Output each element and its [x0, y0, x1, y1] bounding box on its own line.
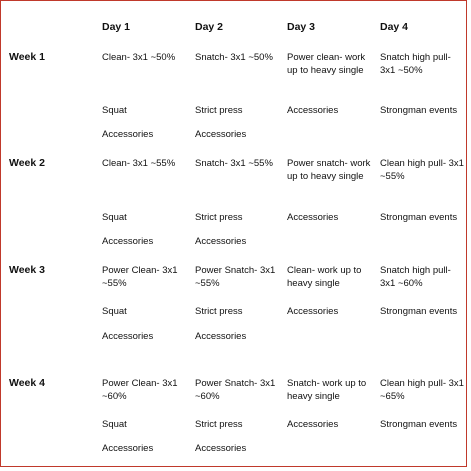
week-4-day-4-main: Clean high pull- 3x1 ~65% [380, 378, 464, 402]
week-3-day-1-main: Power Clean- 3x1 ~55% [102, 265, 178, 289]
week-2-day-4-second: Strongman events [380, 212, 458, 223]
week-3-day-3-second: Accessories [287, 306, 339, 317]
week-3-day-2-third: Accessories [195, 331, 247, 342]
week-3-day-4-second: Strongman events [380, 306, 458, 317]
week-3-day-2-main: Power Snatch- 3x1 ~55% [195, 265, 276, 289]
week-1-day-1-third: Accessories [102, 129, 154, 140]
week-1-day-2-third: Accessories [195, 129, 247, 140]
week-1-day-2-main: Snatch- 3x1 ~50% [195, 52, 273, 63]
week-3-day-4-main: Snatch high pull- 3x1 ~60% [380, 265, 451, 289]
week-4-day-3-main: Snatch- work up to heavy single [287, 378, 367, 402]
week-1-day-1-main: Clean- 3x1 ~50% [102, 52, 176, 63]
week-4-day-4-second: Strongman events [380, 419, 458, 430]
week-4-day-3-second: Accessories [287, 419, 339, 430]
week-3-day-1-second: Squat [102, 306, 127, 317]
week-1-day-4-main: Snatch high pull- 3x1 ~50% [380, 52, 451, 76]
week-2-day-4-main: Clean high pull- 3x1 ~55% [380, 158, 464, 182]
week-2-day-1-third: Accessories [102, 236, 154, 247]
week-4-day-1-second: Squat [102, 419, 127, 430]
week-2-day-2-third: Accessories [195, 236, 247, 247]
week-4-label: Week 4 [9, 377, 45, 389]
week-1-day-3-second: Accessories [287, 105, 339, 116]
week-2-day-2-second: Strict press [195, 212, 243, 223]
week-4-day-2-main: Power Snatch- 3x1 ~60% [195, 378, 276, 402]
week-2-day-3-second: Accessories [287, 212, 339, 223]
week-2-day-1-main: Clean- 3x1 ~55% [102, 158, 176, 169]
week-1-day-2-second: Strict press [195, 105, 243, 116]
week-4-day-1-main: Power Clean- 3x1 ~60% [102, 378, 178, 402]
header-day-2: Day 2 [195, 21, 224, 33]
week-3-day-2-second: Strict press [195, 306, 243, 317]
week-4-day-2-second: Strict press [195, 419, 243, 430]
week-3-day-3-main: Clean- work up to heavy single [287, 265, 362, 289]
week-1-day-3-main: Power clean- work up to heavy single [287, 52, 366, 76]
week-1-label: Week 1 [9, 51, 45, 63]
header-day-3: Day 3 [287, 21, 316, 33]
week-3-day-1-third: Accessories [102, 331, 154, 342]
week-2-day-1-second: Squat [102, 212, 127, 223]
week-2-label: Week 2 [9, 157, 45, 169]
week-1-day-1-second: Squat [102, 105, 127, 116]
week-4-day-1-third: Accessories [102, 443, 154, 454]
week-4-day-2-third: Accessories [195, 443, 247, 454]
header-day-1: Day 1 [102, 21, 131, 33]
week-2-day-3-main: Power snatch- work up to heavy single [287, 158, 371, 182]
header-day-4: Day 4 [380, 21, 409, 33]
week-1-day-4-second: Strongman events [380, 105, 458, 116]
week-2-day-2-main: Snatch- 3x1 ~55% [195, 158, 273, 169]
week-3-label: Week 3 [9, 264, 45, 276]
